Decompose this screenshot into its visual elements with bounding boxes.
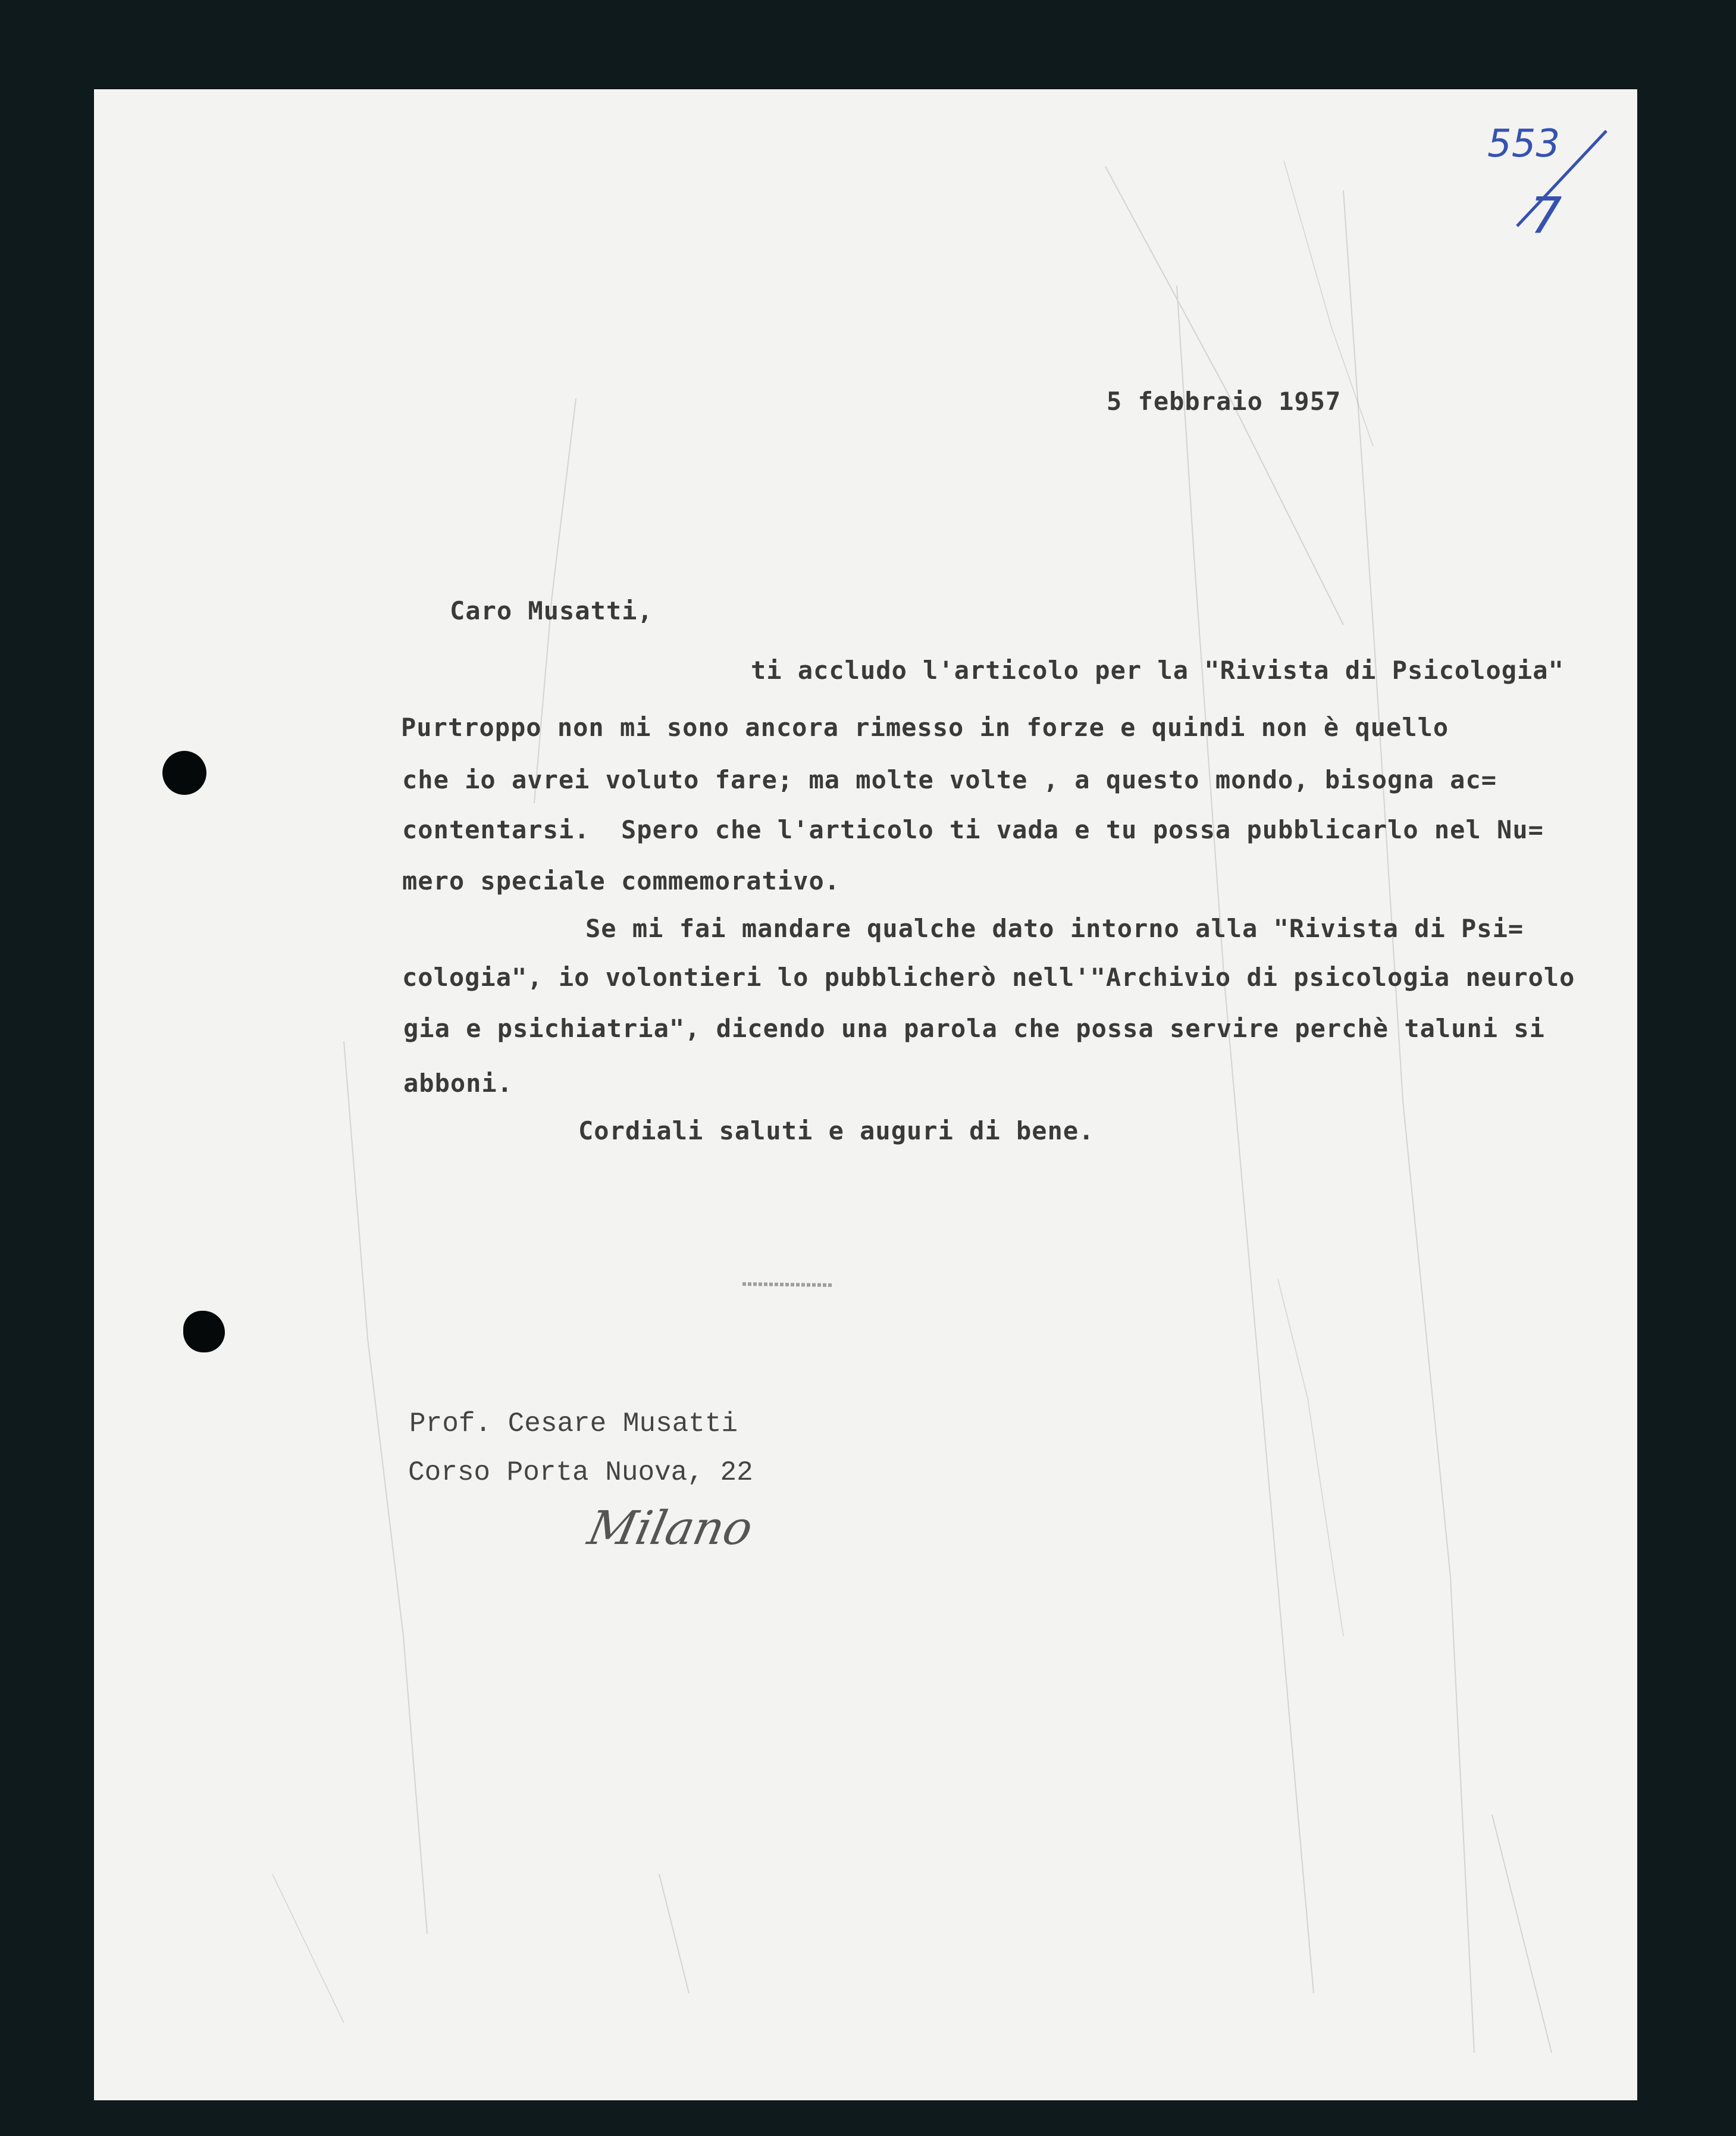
archive-number-bottom: 7 (1530, 186, 1562, 245)
pencil-dash (742, 1284, 832, 1285)
recipient-city-handwritten: Milano (583, 1502, 758, 1555)
body-line: ti accludo l'articolo per la "Rivista di Psicologia" (751, 656, 1564, 685)
letter-date: 5 febbraio 1957 (1107, 387, 1342, 416)
body-line: Se mi fai mandare qualche dato intorno alla "Rivista di Psi= (585, 914, 1524, 943)
recipient-name: Prof. Cesare Musatti (409, 1408, 738, 1439)
body-line: contentarsi. Spero che l'articolo ti vada e tu possa pubblicarlo nel Nu= (402, 815, 1544, 844)
letter-sheet (94, 89, 1637, 2100)
punch-hole (183, 1311, 225, 1352)
body-line: mero speciale commemorativo. (402, 866, 841, 895)
letter-closing: Cordiali saluti e auguri di bene. (578, 1116, 1095, 1145)
body-line: gia e psichiatria", dicendo una parola che possa servire perchè taluni si (403, 1014, 1545, 1043)
body-line: Purtroppo non mi sono ancora rimesso in forze e quindi non è quello (401, 713, 1449, 742)
recipient-street: Corso Porta Nuova, 22 (408, 1457, 753, 1488)
archive-number-top: 553 (1487, 122, 1560, 166)
body-line: abboni. (403, 1069, 513, 1098)
body-line: cologia", io volontieri lo pubblicherò nell'"Archivio di psicologia neurolo (402, 963, 1575, 992)
paper-crease-texture (94, 89, 1637, 2100)
body-line: che io avrei voluto fare; ma molte volte , a questo mondo, bisogna ac= (402, 765, 1497, 794)
letter-salutation: Caro Musatti, (450, 596, 653, 625)
punch-hole (162, 751, 206, 795)
